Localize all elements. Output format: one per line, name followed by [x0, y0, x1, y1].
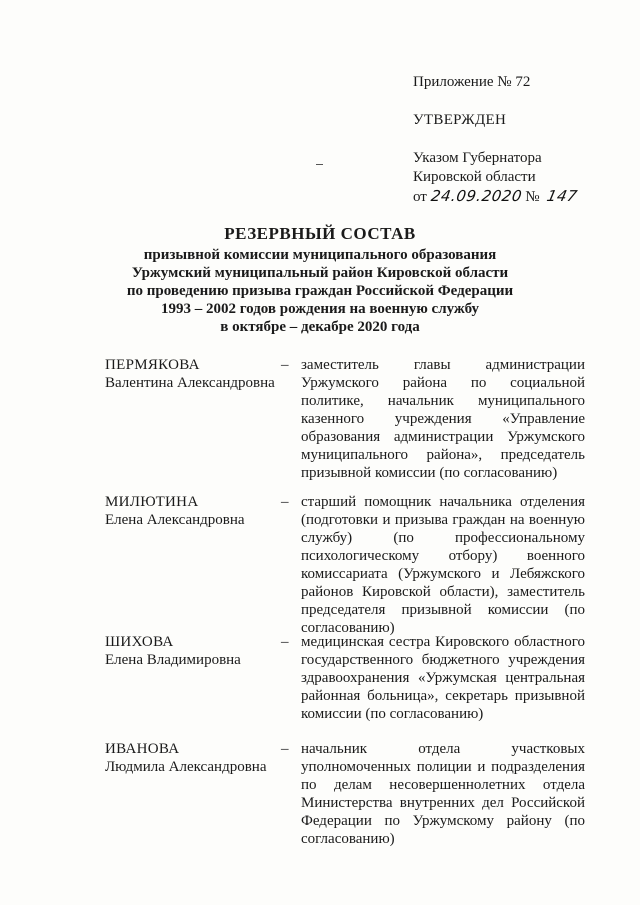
member-dash: – — [281, 634, 289, 650]
annex-number: Приложение № 72 — [413, 74, 531, 90]
member-role: медицинская сестра Кировского областного государственного бюджетного учреждения здравоохранения «Уржумская центральная районная больница», секретарь призывной комиссии (по согласованию) — [301, 634, 585, 722]
decree-date-line — [413, 187, 613, 207]
member-role: начальник отдела участковых уполномоченных полиции и подразделения по делам несовершеннолетних отдела Министерства внутренних дел Российской Федерации по Уржумскому району (по согласованию) — [301, 741, 585, 847]
title-main: РЕЗЕРВНЫЙ СОСТАВ — [224, 224, 416, 243]
handwritten-date: 24.09.2020 — [429, 187, 523, 205]
member-given-name: Елена Владимировна — [105, 652, 241, 668]
approved-label: УТВЕРЖДЕН — [413, 112, 507, 128]
approval-block — [413, 73, 613, 207]
member-role: старший помощник начальника отделения (подготовки и призыва граждан на военную службу) (по профессиональному психологическому отбору) военного комиссариата (Уржумского и Лебяжского районов Кировской области), заместитель председателя призывной комиссии (по согласованию) — [301, 494, 585, 636]
member-surname: МИЛЮТИНА — [105, 494, 199, 510]
member-name — [105, 740, 285, 776]
decree-line-1: Указом Губернатора — [413, 150, 542, 166]
member-name — [105, 633, 285, 669]
title-line-2: Уржумский муниципальный район Кировской области — [131, 265, 509, 281]
number-prefix: № — [525, 189, 540, 205]
member-surname: ПЕРМЯКОВА — [105, 357, 200, 373]
member-role: заместитель главы администрации Уржумского района по социальной политике, начальник муниципального казенного учреждения «Управление образования администрации Уржумского муниципального района», председатель призывной комиссии (по согласованию) — [301, 357, 585, 481]
member-dash: – — [281, 494, 289, 510]
member-surname: ИВАНОВА — [105, 741, 180, 757]
title-line-5: в октябре – декабре 2020 года — [220, 319, 420, 335]
title-line-1: призывной комиссии муниципального образования — [143, 247, 497, 263]
member-surname: ШИХОВА — [105, 634, 174, 650]
member-name — [105, 356, 285, 392]
stray-mark — [316, 164, 323, 165]
handwritten-number: 147 — [545, 187, 580, 205]
member-dash: – — [281, 357, 289, 373]
member-given-name: Елена Александровна — [105, 512, 245, 528]
title-line-4: 1993 – 2002 годов рождения на военную службу — [160, 301, 480, 317]
decree-line-2: Кировской области — [413, 169, 536, 185]
from-prefix: от — [413, 189, 427, 205]
document-title — [60, 225, 580, 336]
member-dash: – — [281, 741, 289, 757]
member-given-name: Людмила Александровна — [105, 759, 267, 775]
member-given-name: Валентина Александровна — [105, 375, 275, 391]
member-name — [105, 493, 285, 529]
title-line-3: по проведению призыва граждан Российской Федерации — [126, 283, 514, 299]
